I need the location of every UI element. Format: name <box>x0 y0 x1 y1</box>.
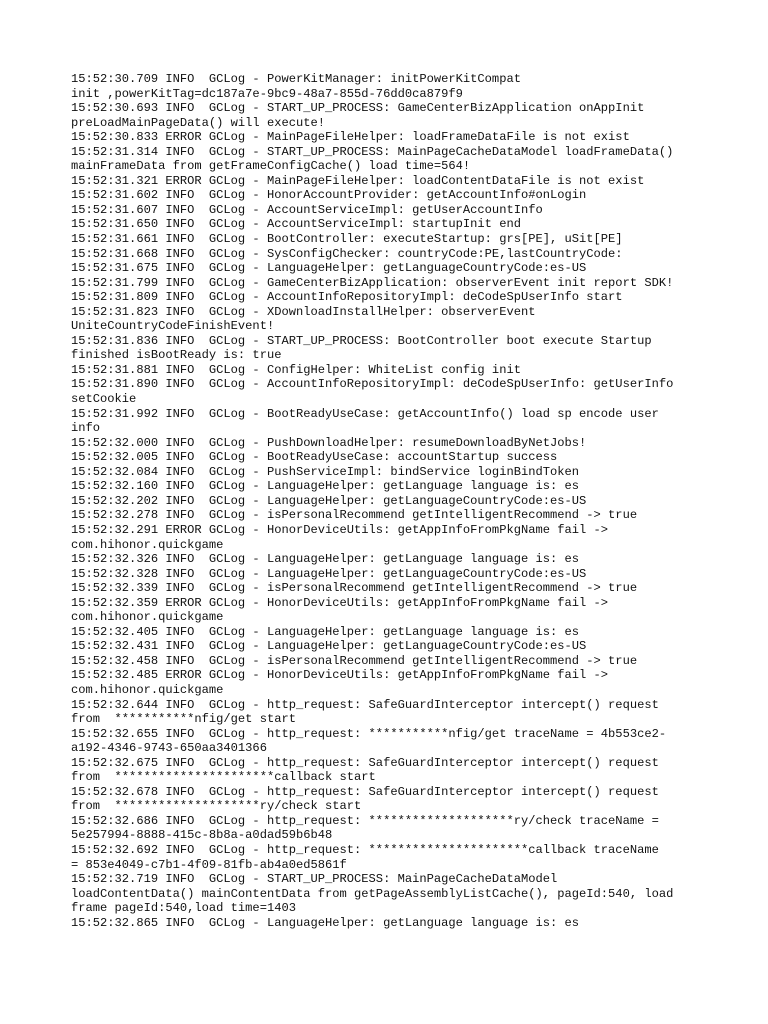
log-line: 15:52:31.321 ERROR GCLog - MainPageFileHelper: loadContentDataFile is not exist <box>71 173 645 188</box>
log-line: 15:52:32.686 INFO GCLog - http_request: ********************ry/check traceName = <box>71 813 659 828</box>
log-line: 15:52:32.655 INFO GCLog - http_request: ***********nfig/get traceName = 4b553ce2- <box>71 726 667 741</box>
log-text-block <box>71 72 707 930</box>
log-line: 15:52:32.458 INFO GCLog - isPersonalRecommend getIntelligentRecommend -> true <box>71 653 638 668</box>
log-line: 15:52:32.692 INFO GCLog - http_request: **********************callback traceName <box>71 842 659 857</box>
log-line: 15:52:31.675 INFO GCLog - LanguageHelper: getLanguageCountryCode:es-US <box>71 261 587 276</box>
log-line: 15:52:31.607 INFO GCLog - AccountServiceImpl: getUserAccountInfo <box>71 202 543 217</box>
log-line: 15:52:32.328 INFO GCLog - LanguageHelper: getLanguageCountryCode:es-US <box>71 566 587 581</box>
log-line: 15:52:32.865 INFO GCLog - LanguageHelper: getLanguage language is: es <box>71 915 580 930</box>
log-line: 15:52:32.675 INFO GCLog - http_request: SafeGuardInterceptor intercept() request <box>71 755 659 770</box>
log-line: mainFrameData from getFrameConfigCache() load time=564! <box>71 159 471 174</box>
log-line: frame pageId:540,load time=1403 <box>71 901 296 916</box>
log-line: 15:52:32.202 INFO GCLog - LanguageHelper: getLanguageCountryCode:es-US <box>71 493 587 508</box>
log-line: 15:52:31.661 INFO GCLog - BootController: executeStartup: grs[PE], uSit[PE] <box>71 232 623 247</box>
log-line: 15:52:30.833 ERROR GCLog - MainPageFileHelper: loadFrameDataFile is not exist <box>71 130 630 145</box>
log-line: 15:52:32.326 INFO GCLog - LanguageHelper: getLanguage language is: es <box>71 552 580 567</box>
log-line: a192-4346-9743-650aa3401366 <box>71 741 267 756</box>
log-line: 15:52:32.485 ERROR GCLog - HonorDeviceUtils: getAppInfoFromPkgName fail -> <box>71 668 609 683</box>
log-line: 15:52:32.359 ERROR GCLog - HonorDeviceUtils: getAppInfoFromPkgName fail -> <box>71 595 609 610</box>
log-line: 15:52:31.890 INFO GCLog - AccountInfoRepositoryImpl: deCodeSpUserInfo: getUserInfo <box>71 377 674 392</box>
log-line: 15:52:32.160 INFO GCLog - LanguageHelper: getLanguage language is: es <box>71 479 580 494</box>
log-line: 15:52:31.314 INFO GCLog - START_UP_PROCESS: MainPageCacheDataModel loadFrameData() <box>71 144 674 159</box>
log-line: 15:52:30.693 INFO GCLog - START_UP_PROCESS: GameCenterBizApplication onAppInit <box>71 101 645 116</box>
log-line: 15:52:32.339 INFO GCLog - isPersonalRecommend getIntelligentRecommend -> true <box>71 581 638 596</box>
log-line: 15:52:31.809 INFO GCLog - AccountInfoRepositoryImpl: deCodeSpUserInfo start <box>71 290 623 305</box>
log-line: init ,powerKitTag=dc187a7e-9bc9-48a7-855d-76dd0ca879f9 <box>71 86 463 101</box>
log-line: UniteCountryCodeFinishEvent! <box>71 319 275 334</box>
log-line: preLoadMainPageData() will execute! <box>71 115 326 130</box>
log-line: from ***********nfig/get start <box>71 712 296 727</box>
log-line: com.hihonor.quickgame <box>71 610 224 625</box>
log-line: finished isBootReady is: true <box>71 348 282 363</box>
log-line: 15:52:32.000 INFO GCLog - PushDownloadHelper: resumeDownloadByNetJobs! <box>71 435 587 450</box>
log-line: 15:52:30.709 INFO GCLog - PowerKitManager: initPowerKitCompat <box>71 72 521 86</box>
log-line: com.hihonor.quickgame <box>71 537 224 552</box>
log-line: 15:52:31.836 INFO GCLog - START_UP_PROCESS: BootController boot execute Startup <box>71 333 652 348</box>
log-line: setCookie <box>71 392 137 407</box>
log-line: info <box>71 421 101 436</box>
log-line: = 853e4049-c7b1-4f09-81fb-ab4a0ed5861f <box>71 857 347 872</box>
log-line: 5e257994-8888-415c-8b8a-a0dad59b6b48 <box>71 828 333 843</box>
log-line: 15:52:31.992 INFO GCLog - BootReadyUseCase: getAccountInfo() load sp encode user <box>71 406 659 421</box>
log-line: 15:52:32.719 INFO GCLog - START_UP_PROCESS: MainPageCacheDataModel <box>71 872 558 887</box>
log-line: loadContentData() mainContentData from getPageAssemblyListCache(), pageId:540, load <box>71 886 674 901</box>
log-line: from ********************ry/check start <box>71 799 362 814</box>
log-line: 15:52:32.405 INFO GCLog - LanguageHelper: getLanguage language is: es <box>71 624 580 639</box>
log-line: 15:52:32.678 INFO GCLog - http_request: SafeGuardInterceptor intercept() request <box>71 784 659 799</box>
log-line: 15:52:31.799 INFO GCLog - GameCenterBizApplication: observerEvent init report SDK! <box>71 275 674 290</box>
log-line: 15:52:32.644 INFO GCLog - http_request: SafeGuardInterceptor intercept() request <box>71 697 659 712</box>
log-line: 15:52:32.278 INFO GCLog - isPersonalRecommend getIntelligentRecommend -> true <box>71 508 638 523</box>
log-line: com.hihonor.quickgame <box>71 682 224 697</box>
log-line: 15:52:32.005 INFO GCLog - BootReadyUseCase: accountStartup success <box>71 450 558 465</box>
log-line: 15:52:32.291 ERROR GCLog - HonorDeviceUtils: getAppInfoFromPkgName fail -> <box>71 522 609 537</box>
log-line: from **********************callback start <box>71 770 376 785</box>
log-line: 15:52:31.602 INFO GCLog - HonorAccountProvider: getAccountInfo#onLogin <box>71 188 587 203</box>
log-line: 15:52:32.084 INFO GCLog - PushServiceImpl: bindService loginBindToken <box>71 464 580 479</box>
log-line: 15:52:31.823 INFO GCLog - XDownloadInstallHelper: observerEvent <box>71 304 536 319</box>
log-line: 15:52:31.668 INFO GCLog - SysConfigChecker: countryCode:PE,lastCountryCode: <box>71 246 623 261</box>
log-line: 15:52:31.881 INFO GCLog - ConfigHelper: WhiteList config init <box>71 362 521 377</box>
log-line: 15:52:32.431 INFO GCLog - LanguageHelper: getLanguageCountryCode:es-US <box>71 639 587 654</box>
log-line: 15:52:31.650 INFO GCLog - AccountServiceImpl: startupInit end <box>71 217 521 232</box>
